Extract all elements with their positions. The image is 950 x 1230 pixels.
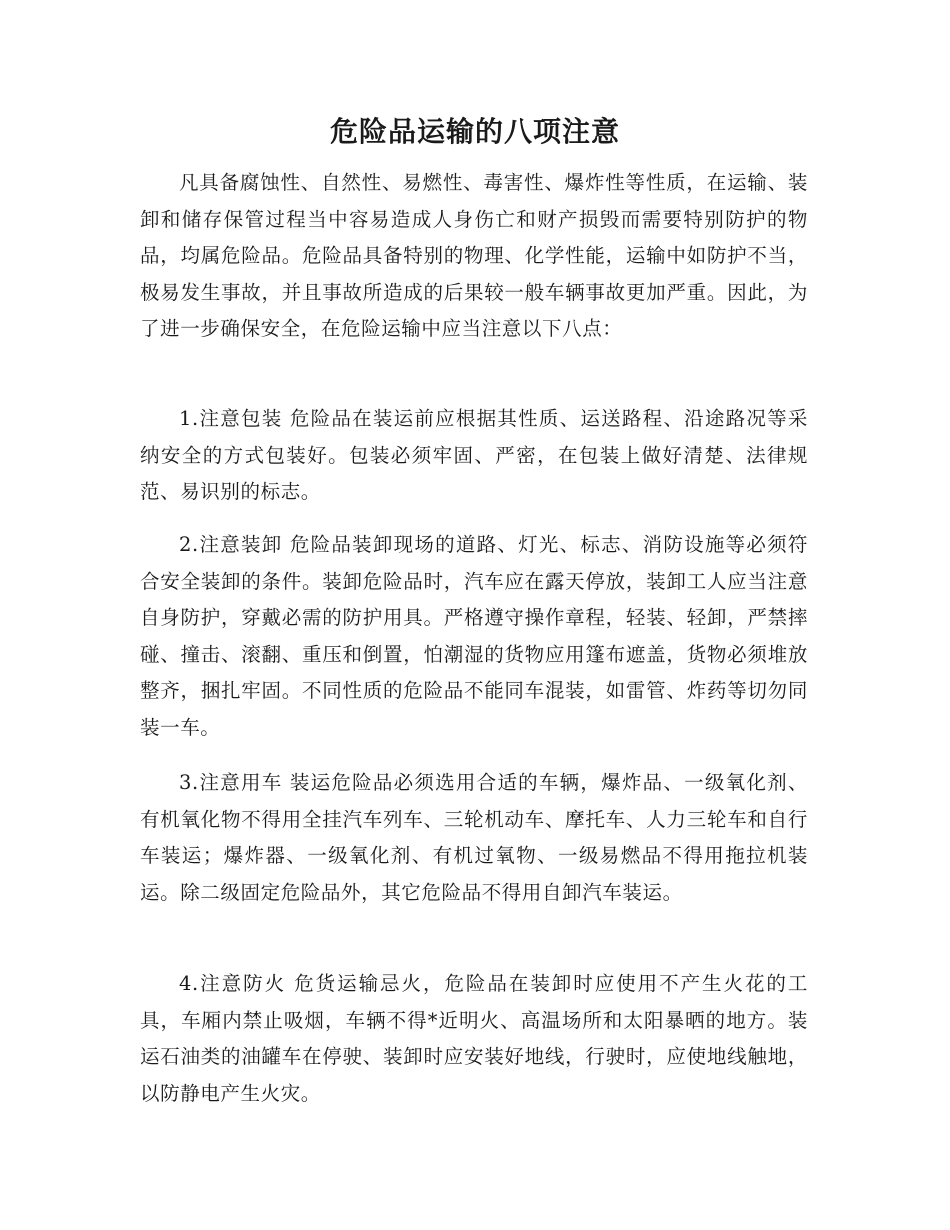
document-title: 危险品运输的八项注意: [329, 115, 620, 148]
item-packaging-paragraph: 1.注意包装 危险品在装运前应根据其性质、运送路程、沿途路况等采纳安全的方式包装好。包装必须牢固、严密，在包装上做好清楚、法律规范、易识别的标志。: [140, 407, 808, 504]
item-fire-prevention-paragraph: 4.注意防火 危货运输忌火，危险品在装卸时应使用不产生火花的工具，车厢内禁止吸烟，车辆不得*近明火、高温场所和太阳暴晒的地方。装运石油类的油罐车在停驶、装卸时应安装好地线，行驶时，应使地线触地，以防静电产生火灾。: [140, 972, 808, 1105]
intro-paragraph: 凡具备腐蚀性、自然性、易燃性、毒害性、爆炸性等性质，在运输、装卸和储存保管过程当中容易造成人身伤亡和财产损毁而需要特别防护的物品，均属危险品。危险品具备特别的物理、化学性能，运输中如防护不当，极易发生事故，并且事故所造成的后果较一般车辆事故更加严重。因此，为了进一步确保安全，在危险运输中应当注意以下八点：: [140, 171, 808, 341]
item-loading-paragraph: 2.注意装卸 危险品装卸现场的道路、灯光、标志、消防设施等必须符合安全装卸的条件。装卸危险品时，汽车应在露天停放，装卸工人应当注意自身防护，穿戴必需的防护用具。严格遵守操作章程，轻装、轻卸，严禁摔碰、撞击、滚翻、重压和倒置，怕潮湿的货物应用篷布遮盖，货物必须堆放整齐，捆扎牢固。不同性质的危险品不能同车混装，如雷管、炸药等切勿同装一车。: [140, 533, 808, 739]
item-vehicle-paragraph: 3.注意用车 装运危险品必须选用合适的车辆，爆炸品、一级氧化剂、有机氧化物不得用全挂汽车列车、三轮机动车、摩托车、人力三轮车和自行车装运；爆炸器、一级氧化剂、有机过氧物、一级易燃品不得用拖拉机装运。除二级固定危险品外，其它危险品不得用自卸汽车装运。: [140, 771, 808, 904]
